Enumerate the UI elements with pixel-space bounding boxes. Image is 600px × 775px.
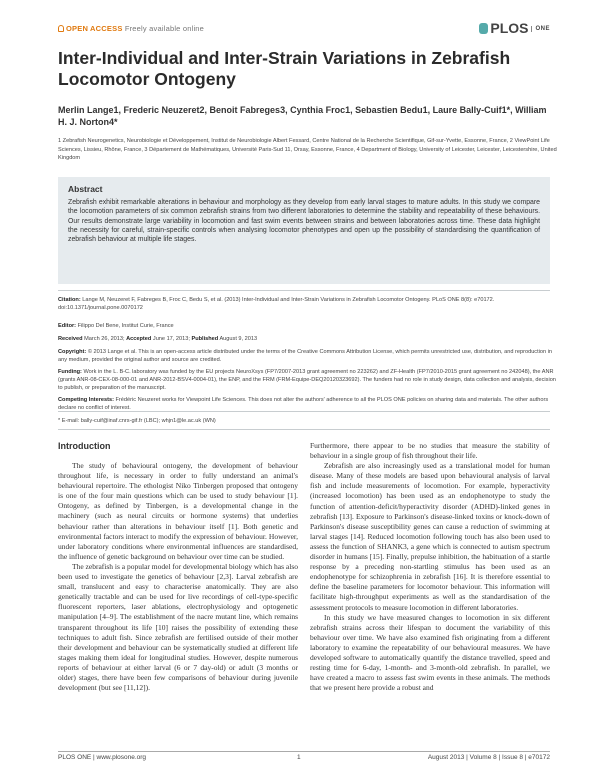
dates xyxy=(58,335,558,343)
divider-top xyxy=(58,290,550,291)
citation-text: Lange M, Neuzeret F, Fabreges B, Froc C, Bedu S, et al. (2013) Inter-Individual and Inter-Strain Variations in Zebrafish Locomotor Ontogeny. PLoS ONE 8(8): e70172. doi:10.1371/journal.pone.0070172 xyxy=(58,297,495,311)
journal-sub: ONE xyxy=(531,26,550,32)
accepted-label: Accepted xyxy=(126,336,152,342)
footer-journal: PLOS ONE | www.plosone.org xyxy=(58,754,147,761)
competing-text: Frédéric Neuzeret works for Viewpoint Life Sciences. This does not alter the authors' adherence to all the PLOS ONE policies on sharing data and materials. The other authors declare no conflict of interest. xyxy=(58,397,549,411)
open-access-banner xyxy=(58,24,204,33)
abstract-text: Zebrafish exhibit remarkable alterations in behaviour and morphology as they develop from early larval stages to mature adults. In this study we compare the locomotion parameters of six common zebrafish strains from two different laboratories to determine the stability and repeatability of these behaviours. Our results demonstrate large variability in locomotion and fast swim events between strains and between laboratories across time. These data highlight the necessity for careful, strain-specific controls when analysing locomotor phenotypes and open up the possibility of standardising the quantification of zebrafish behaviour at multiple life stages. xyxy=(68,199,540,244)
journal-name: PLOS xyxy=(490,20,529,36)
abstract-heading: Abstract xyxy=(68,184,103,194)
freely-available-label: Freely available online xyxy=(124,24,205,33)
intro-right-column xyxy=(310,441,550,693)
intro-paragraph: Furthermore, there appear to be no studies that measure the stability of behaviour in a single group of fish throughout their life. xyxy=(310,441,550,461)
author-list: Merlin Lange1, Frederic Neuzeret2, Benoit Fabreges3, Cynthia Froc1, Sebastien Bedu1, Laure Bally-Cuif1*, William H. J. Norton4* xyxy=(58,105,547,127)
open-lock-icon xyxy=(58,25,64,32)
editor-text: Filippo Del Bene, Institut Curie, France xyxy=(77,323,174,329)
competing-label: Competing Interests: xyxy=(58,397,114,403)
journal-header xyxy=(0,20,600,38)
funding-text: Work in the L. B-C. laboratory was funded by the EU projects NeuroXsys (FP7/2007-2013 grant agreement no 223262) and ZF-Health (FP7/2010-2015 grant agreement no 242048), the ANR (grants ANR-08-CEX-08-000-01 and ANR-2012-BSV4-0004-01), the ENP, and the FRM (FRM-Equipe-DEQ20120323692). The funders had no role in study design, data collection and analysis, decision to publish, or preparation of the manuscript. xyxy=(58,369,556,391)
footer-issue: August 2013 | Volume 8 | Issue 8 | e70172 xyxy=(427,754,550,761)
intro-paragraph: Zebrafish are also increasingly used as a translational model for human disease. Many of these models are based upon behavioural analysis of larval fish and include measurements of locomotion. For example, hyperactivity (increased locomotion) has been used as an endophenotype to study the function of attention-deficit/hyperactivity disorder (ADHD)-linked genes in zebrafish [13]. Exposure to Parkinson's disease-linked toxins or knock-down of Parkinson's disease susceptibility genes can cause a reduction of swimming at larval stages [14]. Reduced locomotion following touch has also been used to assess the function of SHANK3, a gene which is connected to autism spectrum disorder in humans [15]. Finally, prepulse inhibition, the habituation of a startle response by a preceding non-startling stimulus has been used as an endophenotype for schizophrenia in zebrafish [16]. It is therefore essential to define the baseline parameters for locomotor behaviour. This information will facilitate high-throughput experiments as well as the standardisation of the assessment protocols to measure locomotion in different laboratories. xyxy=(310,461,550,612)
article-title: Inter-Individual and Inter-Strain Variations in Zebrafish Locomotor Ontogeny xyxy=(58,48,511,89)
published-label: Published xyxy=(191,336,219,342)
affiliations: 1 Zebrafish Neurogenetics, Neurobiologie et Développement, Institut de Neurobiologie Albert Fessard, Centre National de la Recherche Scientifique, Gif-sur-Yvette, Essonne, France, 2 ViewPoint Life Sciences, Lissieu, Rhône, France, 3 Département de Mathématiques, Université Paris-Sud 11, Orsay, Essonne, France, 4 Department of Biology, University of Leicester, Leicester, Leicestershire, United Kingdom xyxy=(58,138,557,161)
plos-logo-icon xyxy=(479,23,488,34)
funding-label: Funding: xyxy=(58,369,82,375)
editor-label: Editor: xyxy=(58,323,77,329)
editor xyxy=(58,322,558,330)
citation xyxy=(58,296,558,312)
citation-label: Citation: xyxy=(58,297,81,303)
intro-paragraph: In this study we have measured changes to locomotion in six different zebrafish strains across their lifespan to document the variability of this behaviour over time. We have also examined fish originating from a different laboratory to examine the repeatability of our behavioural measures. We have developed software to automatically quantify the distance travelled, speed and resting time for 6-day, 1-month- and 3-month-old zebrafish. In parallel, we have created a macro to assess fast swim events in these animals. The methods that we present here provide a robust and xyxy=(310,612,550,693)
copyright-label: Copyright: xyxy=(58,349,87,355)
divider-mid xyxy=(58,411,550,412)
received-label: Received xyxy=(58,336,83,342)
introduction-heading: Introduction xyxy=(58,441,111,451)
competing-interests xyxy=(58,396,558,412)
accepted-date: June 17, 2013; xyxy=(152,336,190,342)
page-number: 1 xyxy=(297,754,301,761)
funding xyxy=(58,368,558,392)
copyright xyxy=(58,348,558,364)
intro-left-column xyxy=(58,461,298,693)
abstract-box xyxy=(58,177,550,284)
published-date: August 9, 2013 xyxy=(219,336,258,342)
corresponding-email: * E-mail: bally-cuif@inaf.cnrs-gif.fr (LBC); whjn1@le.ac.uk (WN) xyxy=(58,418,216,424)
footer-divider xyxy=(58,751,550,752)
journal-logo xyxy=(479,20,550,36)
copyright-text: © 2013 Lange et al. This is an open-access article distributed under the terms of the Creative Commons Attribution License, which permits unrestricted use, distribution, and reproduction in any medium, provided the original author and source are credited. xyxy=(58,349,553,363)
divider-bottom xyxy=(58,429,550,430)
intro-paragraph: The study of behavioural ontogeny, the development of behaviour throughout life, is necessary in order to fully understand an animal's behavioural repertoire. The ethologist Niko Tinbergen proposed that ontogeny is one of the four main questions which can be used to study behaviour [1]. Ontogeny, as defined by Tinbergen, is a developmental change in the machinery (such as neural circuits or hormone systems) that underlies behaviour rather than alterations in behaviour itself [1]. Both genetic and environmental factors interact to modify the expression of behaviour. However, under laboratory conditions where environmental influences are standardised, the influence of genetic background on behaviour over time can be studied. xyxy=(58,461,298,561)
intro-paragraph: The zebrafish is a popular model for developmental biology which has also been used to investigate the genetics of behaviour [2,3]. Larval zebrafish are small, translucent and easy to characterise anatomically. They are also genetically tractable and can be used for live recordings of cell-type-specific fluorescent reporters, laser ablations, electrophysiology and optogenetic manipulation [4–9]. The establishment of the nacre mutant line, which remains transparent throughout its life [10] raises the possibility of extending these techniques to adult fish. Since zebrafish are fertilised outside of their mother their development and behaviour can be systematically studied at different life stages making them ideal for longitudinal studies. However, despite numerous reports of behaviour at either larval (6 or 7 day-old) or adult (3 months or older) stages, there have been few comparisons of behaviour during juvenile development (but see [11,12]). xyxy=(58,561,298,693)
open-access-label: OPEN ACCESS xyxy=(66,24,123,33)
received-date: March 26, 2013; xyxy=(84,336,125,342)
